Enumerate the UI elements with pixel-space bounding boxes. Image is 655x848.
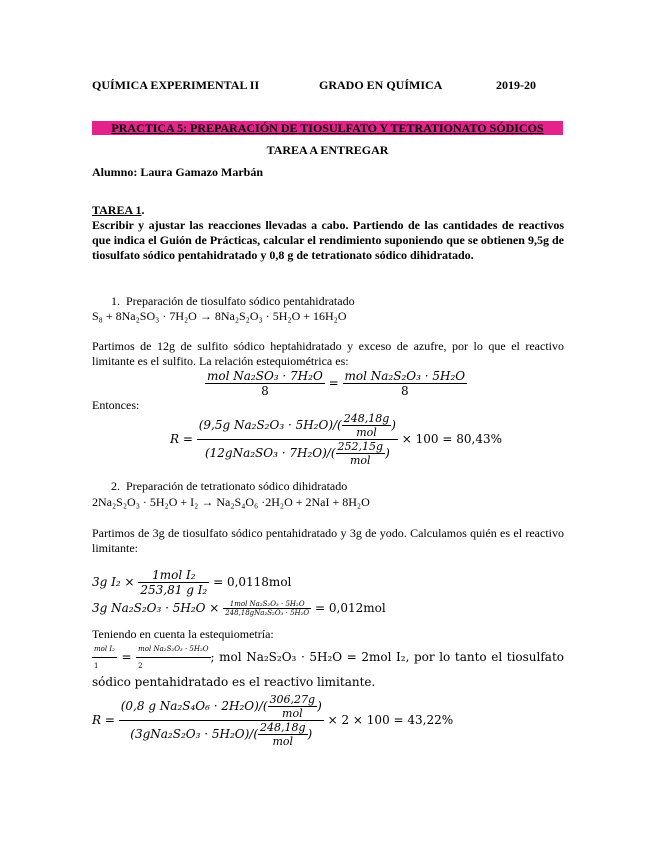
degree-name: GRADO EN QUÍMICA	[319, 78, 443, 92]
stoichiometry-intro: Teniendo en cuenta la estequiometría:	[92, 627, 274, 641]
course-name: QUÍMICA EXPERIMENTAL II	[92, 78, 260, 92]
student-name: Alumno: Laura Gamazo Marbán	[92, 165, 263, 179]
yield-equation-1: R = (9,5g Na₂S₂O₃ · 5H₂O)/( $\frac{248,18g}{\text{mol}}$ ) (12gNa₂SO₃ · 7H₂O)/( $\frac{252,15g}{\text{mol}}$ ) × 100 = 80,43%	[170, 412, 503, 467]
practice-title: PRACTICA 5: PREPARACIÓN DE TIOSULFATO Y TETRATIONATO SÓDICOS	[92, 121, 563, 135]
section2-paragraph: Partimos de 3g de tiosulfato sódico pentahidratado y 3g de yodo. Calculamos quién es el reactivo limitante:	[92, 526, 564, 555]
academic-year: 2019-20	[496, 78, 536, 92]
section1-paragraph: Partimos de 12g de sulfito sódico heptahidratado y exceso de azufre, por lo que el reactivo limitante es el sulfito. La relación estequiométrica es:	[92, 339, 564, 368]
stoichiometry-relation: $\frac{\text{mol I₂}}{1}$ = $\frac{\text{mol Na₂S₂O₃ · 5H₂O}}{2}$ ; mol Na₂S₂O₃ · 5H₂O = 2mol I₂, por lo tanto el tiosulfato sódico pentahidratado es el reactivo limitante.	[92, 641, 564, 690]
yield-result-1: × 100 = 80,43%	[401, 432, 503, 446]
calc-iodine-moles: 3g I₂ × $\frac{\text{1mol I₂}}{\text{253,81 g I₂}}$ = 0,0118mol	[92, 568, 292, 597]
calc-thiosulfate-moles: 3g Na₂S₂O₃ · 5H₂O × $\frac{\text{1mol Na₂S₂O₃ · 5H₂O}}{\text{248,18gNa₂S₂O₃ · 5H₂O}}$ = 0,012mol	[92, 600, 386, 617]
section1-reaction: S₈ + 8Na₂SO₃ · 7H₂O → 8Na₂S₂O₃ · 5H₂O + 16H₂O	[92, 309, 347, 323]
yield-result-2: × 2 × 100 = 43,22%	[327, 713, 454, 727]
section2-heading: 2. Preparación de tetrationato sódico dihidratado	[111, 479, 348, 493]
section2-reaction: 2Na₂S₂O₃ · 5H₂O + I₂ → Na₂S₄O₆ ·2H₂O + 2NaI + 8H₂O	[92, 495, 370, 509]
subtitle: TAREA A ENTREGAR	[266, 143, 389, 157]
task-statement: Escribir y ajustar las reacciones llevadas a cabo. Partiendo de las cantidades de reactivos que indica el Guión de Prácticas, calcular el rendimiento suponiendo que se obtienen 9,5g de tiosulfato sódico pentahidratado y 0,8 g de tetrationato sódico dihidratado.	[92, 218, 564, 262]
entonces-label: Entonces:	[92, 398, 140, 412]
stoichiometric-ratio: $\frac{\text{mol Na₂SO₃ · 7H₂O}}{8}$ = $\frac{\text{mol Na₂S₂O₃ · 5H₂O}}{8}$	[207, 369, 466, 398]
section1-heading: 1. Preparación de tiosulfato sódico pentahidratado	[111, 294, 355, 308]
task-heading: TAREA 1.	[92, 203, 145, 217]
yield-equation-2: R = (0,8 g Na₂S₄O₆ · 2H₂O)/( $\frac{306,27g}{\text{mol}}$ ) (3gNa₂S₂O₃ · 5H₂O)/( $\frac{248,18g}{\text{mol}}$ ) × 2 × 100 = 43,22%	[92, 693, 454, 748]
